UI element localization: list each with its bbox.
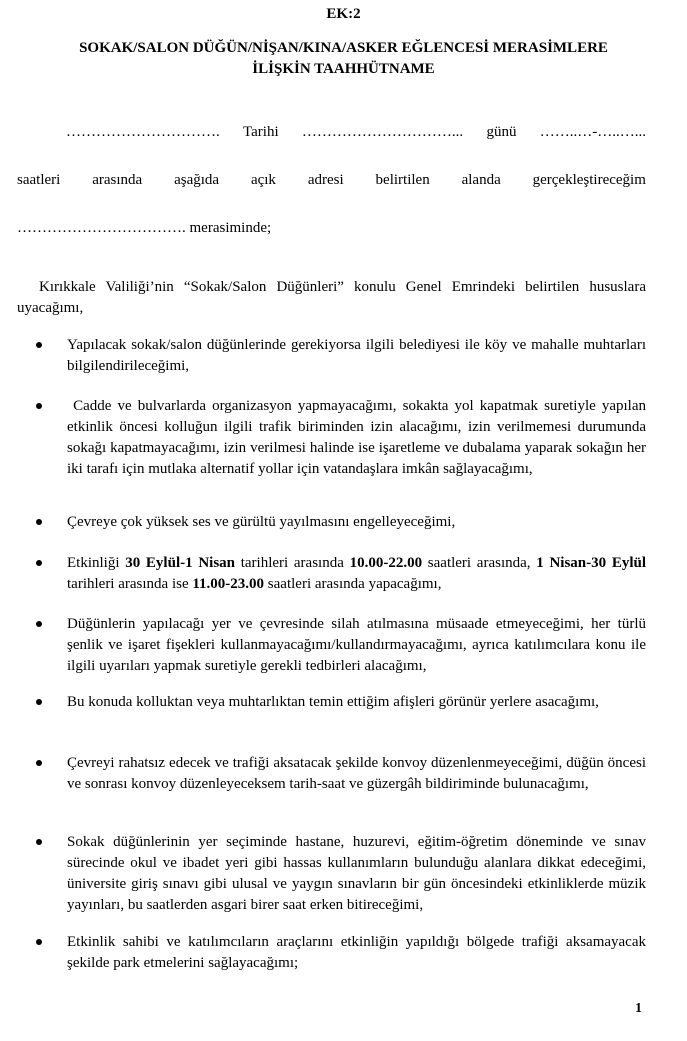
bullet-icon [36, 939, 42, 945]
hours-word: alanda [461, 172, 501, 188]
list-item-text: Yapılacak sokak/salon düğünlerinde gerekiyorsa ilgili belediyesi ile köy ve mahalle muhtarları bilgilendirileceğimi, [67, 337, 646, 374]
text-run: saatleri arasında yapacağımı, [264, 576, 442, 592]
hours-word: adresi [307, 172, 344, 188]
bold-run: 10.00-22.00 [349, 555, 423, 571]
bold-run: 1 Nisan-30 Eylül [536, 555, 647, 571]
list-item-text: Çevreye çok yüksek ses ve gürültü yayılmasını engelleyeceğimi, [67, 514, 456, 530]
bullet-icon [36, 839, 42, 845]
bullet-icon [36, 519, 42, 525]
list-item-text: Düğünlerin yapılacağı yer ve çevresinde silah atılmasına müsaade etmeyeceğimi, her türlü şenlik ve işaret fişekleri kullanmayacağımı/kullandırmayacağımı, ayrıca katılımcılara konu ile ilgili uyarıları yapmak suretiyle gerekli tedbirleri alacağımı, [67, 616, 646, 674]
hours-word: açık [250, 172, 276, 188]
list-item [36, 335, 646, 377]
date-line [66, 124, 646, 141]
list-item [36, 932, 646, 974]
text-run: tarihleri arasında [235, 555, 350, 571]
hours-word: aşağıda [174, 172, 220, 188]
intro-text: Kırıkkale Valiliği’nin “Sokak/Salon Düğünleri” konulu Genel Emrindeki belirtilen hususlara uyacağımı, [17, 279, 646, 316]
list-item [36, 553, 646, 595]
list-item-text: Bu konuda kolluktan veya muhtarlıktan temin ettiğim afişleri görünür yerlere asacağımı, [67, 694, 599, 710]
page-number: 1 [635, 1001, 642, 1016]
list-item [36, 396, 650, 480]
bullet-icon [36, 403, 42, 409]
list-item [36, 512, 646, 533]
list-item [36, 832, 646, 916]
annex-label: EK:2 [326, 6, 361, 22]
day-label: günü [486, 124, 517, 140]
hours-line [17, 172, 646, 189]
bullet-icon [36, 621, 42, 627]
hours-word: belirtilen [375, 172, 430, 188]
date-label: Tarihi [243, 124, 279, 140]
text-run: saatleri arasında, [422, 555, 537, 571]
list-item-text: Çevreyi rahatsız edecek ve trafiği aksatacak şekilde konvoy düzenlenmeyeceğimi, düğün öncesi ve sonrası konvoy düzenleyeceksem tarih-saat ve güzergâh bildiriminde bulunacağımı, [67, 755, 646, 792]
name-blank: …………………………. [66, 124, 220, 140]
time-range-blank: ……..…-…..…... [539, 124, 646, 140]
list-item-text [67, 553, 646, 595]
bold-run: 11.00-23.00 [192, 576, 265, 592]
text-run: Etkinliği [67, 555, 126, 571]
bullet-icon [36, 699, 42, 705]
list-item-text: Etkinlik sahibi ve katılımcıların araçlarını etkinliğin yapıldığı bölgede trafiği aksamayacak şekilde park etmelerini sağlayacağımı; [67, 934, 646, 971]
text-run: tarihleri arasında ise [67, 576, 193, 592]
bullet-icon [36, 760, 42, 766]
hours-word: saatleri [17, 172, 61, 188]
list-item-text: Cadde ve bulvarlarda organizasyon yapmayacağımı, sokakta yol kapatmak suretiyle yapılan etkinlik öncesi kolluğun ilgili trafik biriminden izin alacağımı, izin verilmemesi durumunda sokağı kapatmayacağımı, izin verilmesi halinde ise işaretleme ve dubalama yaparak sokağın her iki tarafı için mutlaka alternatif yollar için vatandaşlara imkân sağlayacağımı, [67, 398, 650, 477]
hours-word: gerçekleştireceğim [532, 172, 646, 188]
document-title-line-1: SOKAK/SALON DÜĞÜN/NİŞAN/KINA/ASKER EĞLENCESİ MERASİMLERE [79, 40, 608, 56]
list-item-text: Sokak düğünlerinin yer seçiminde hastane, huzurevi, eğitim-öğretim döneminde ve sınav sürecinde okul ve ibadet yeri gibi hassas kullanımların bulunduğu alanlara dikkat edeceğimi, üniversite giriş sınavı gibi ulusal ve yaygın sınavların bir gün öncesindeki etkinliklerde müzik yayınları, bu saatlerden asgari birer saat erken bitireceğimi, [67, 834, 646, 913]
list-item [36, 614, 646, 677]
document-title-line-2: İLİŞKİN TAAHHÜTNAME [252, 61, 435, 77]
bold-run: 30 Eylül-1 Nisan [125, 555, 235, 571]
list-item [36, 692, 646, 713]
date-blank: …………………………... [301, 124, 464, 140]
list-item [36, 753, 646, 795]
hours-word: arasında [92, 172, 143, 188]
intro-paragraph [17, 277, 646, 319]
bullet-icon [36, 342, 42, 348]
bullet-icon [36, 560, 42, 566]
ceremony-line: ……………………………. merasiminde; [17, 220, 272, 236]
